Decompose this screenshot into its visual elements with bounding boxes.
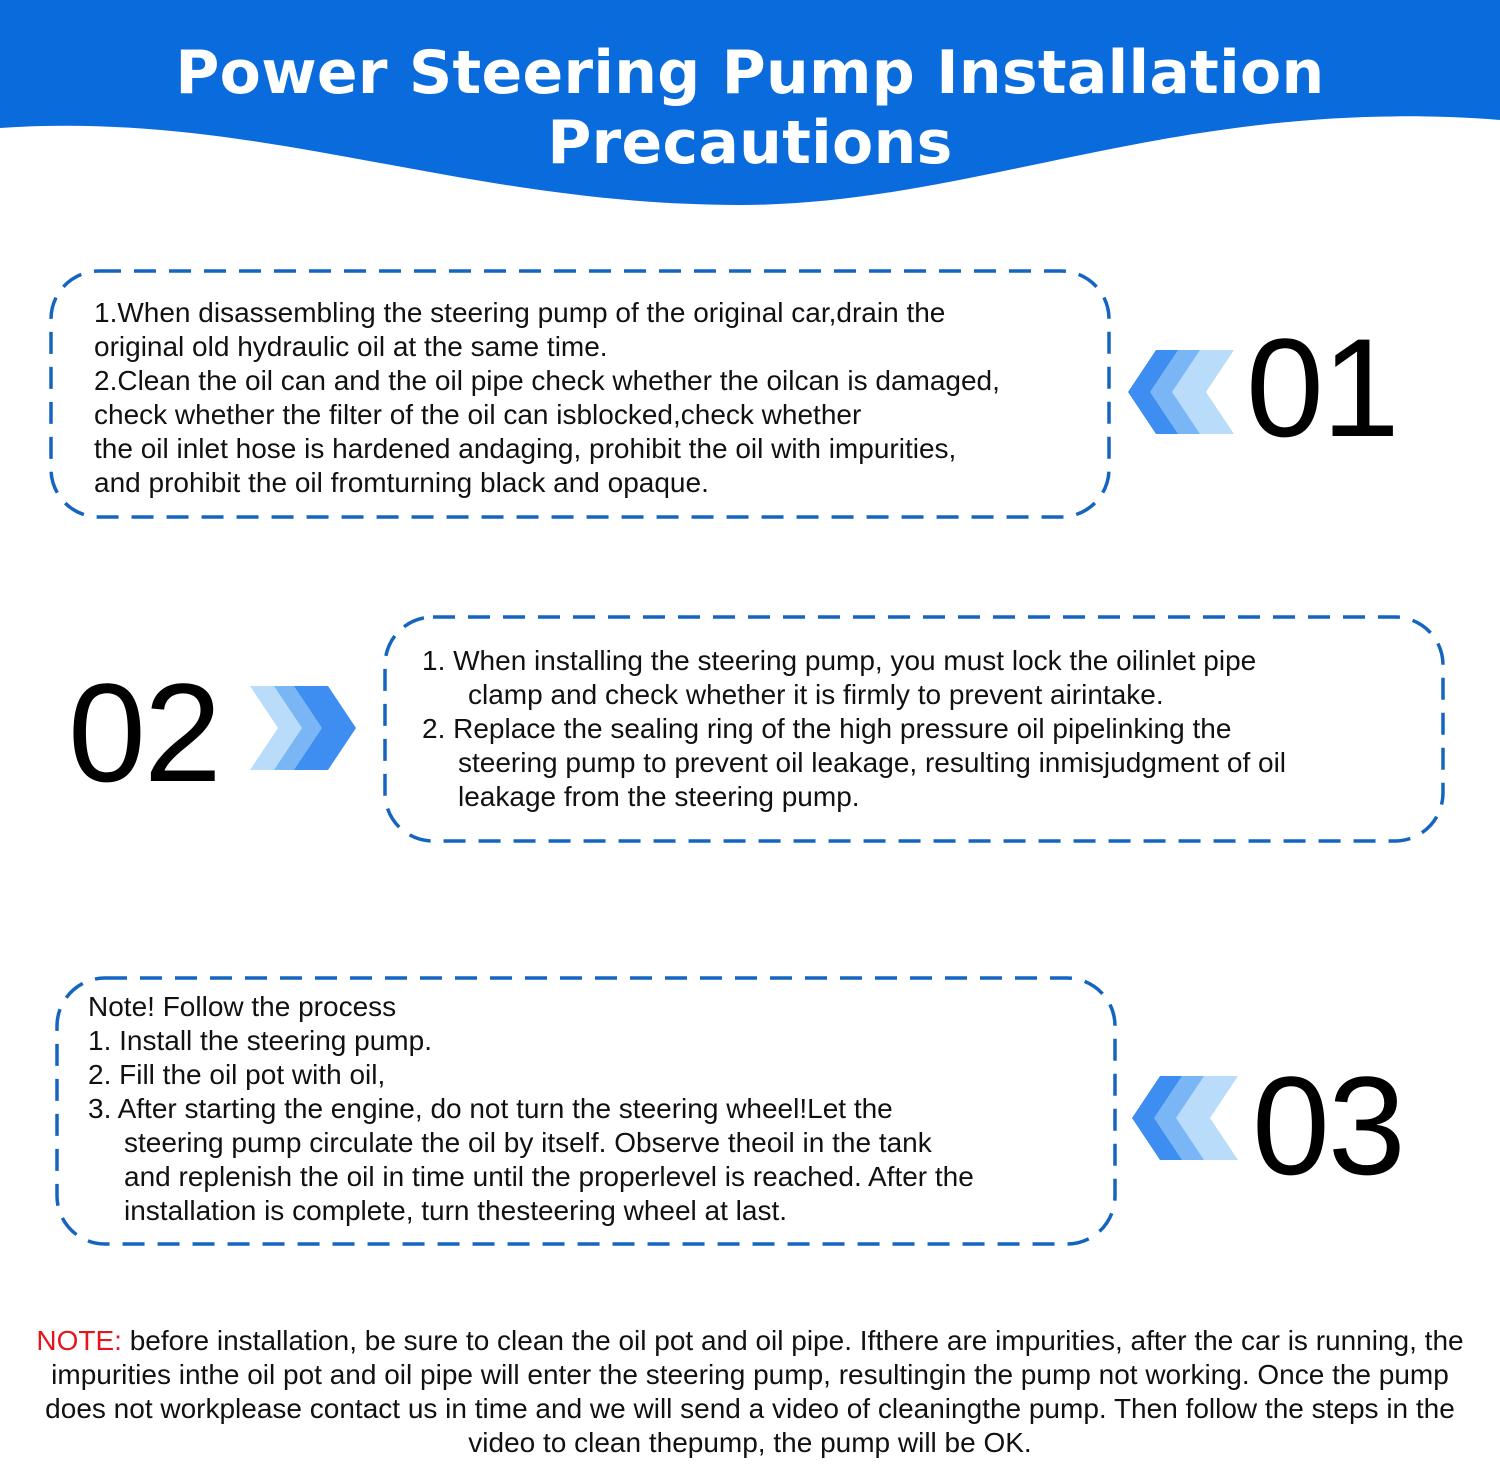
chevron-right-triple-icon xyxy=(250,686,356,775)
step-01-line: the oil inlet hose is hardened andaging, prohibit the oil with impurities, xyxy=(94,433,957,464)
chevron-left-triple-icon xyxy=(1132,1076,1238,1165)
step-03-line: and replenish the oil in time until the properlevel is reached. After the xyxy=(124,1161,974,1192)
step-03-line: 1. Install the steering pump. xyxy=(88,1025,432,1056)
step-02-line: 1. When installing the steering pump, you must lock the oilinlet pipe xyxy=(422,645,1257,676)
step-number-03: 03 xyxy=(1252,1047,1404,1204)
header-banner xyxy=(0,0,1500,215)
page-title: Power Steering Pump Installation Precautions xyxy=(175,38,1325,178)
step-03-line: 3. After starting the engine, do not turn the steering wheel!Let the xyxy=(88,1093,893,1124)
step-03-line: steering pump circulate the oil by itself. Observe theoil in the tank xyxy=(124,1127,932,1158)
step-01-line: and prohibit the oil fromturning black and opaque. xyxy=(94,467,709,498)
step-02-line: leakage from the steering pump. xyxy=(458,781,860,812)
step-02-line: 2. Replace the sealing ring of the high pressure oil pipelinking the xyxy=(422,713,1232,744)
step-01-line: check whether the filter of the oil can isblocked,check whether xyxy=(94,399,862,430)
step-number-01: 01 xyxy=(1246,309,1398,466)
step-01-line: 1.When disassembling the steering pump of the original car,drain the xyxy=(94,297,946,328)
step-03-text xyxy=(88,990,974,1228)
step-number-02: 02 xyxy=(68,654,220,811)
step-03-line: 2. Fill the oil pot with oil, xyxy=(88,1059,386,1090)
step-03-line: Note! Follow the process xyxy=(88,991,397,1022)
step-01-text xyxy=(94,296,1000,500)
step-01-line: 2.Clean the oil can and the oil pipe check whether the oilcan is damaged, xyxy=(94,365,1000,396)
step-02-line: steering pump to prevent oil leakage, resulting inmisjudgment of oil xyxy=(458,747,1287,778)
note-text: before installation, be sure to clean the oil pot and oil pipe. Ifthere are impurities, after the car is running, the impurities inthe oil pot and oil pipe will enter the steering pump, resultingin the pump not working. Once the pump does not workplease contact us in time and we will send a video of cleaningthe pump. Then follow the steps in the video to clean thepump, the pump will be OK. xyxy=(45,1325,1464,1458)
note-label: NOTE: xyxy=(36,1325,122,1356)
step-02-text xyxy=(422,644,1286,814)
step-01-line: original old hydraulic oil at the same time. xyxy=(94,331,608,362)
step-03-line: installation is complete, turn thesteering wheel at last. xyxy=(124,1195,788,1226)
chevron-left-triple-icon xyxy=(1128,350,1234,439)
step-02-line: clamp and check whether it is firmly to prevent airintake. xyxy=(468,679,1164,710)
footer-note xyxy=(20,1324,1480,1460)
